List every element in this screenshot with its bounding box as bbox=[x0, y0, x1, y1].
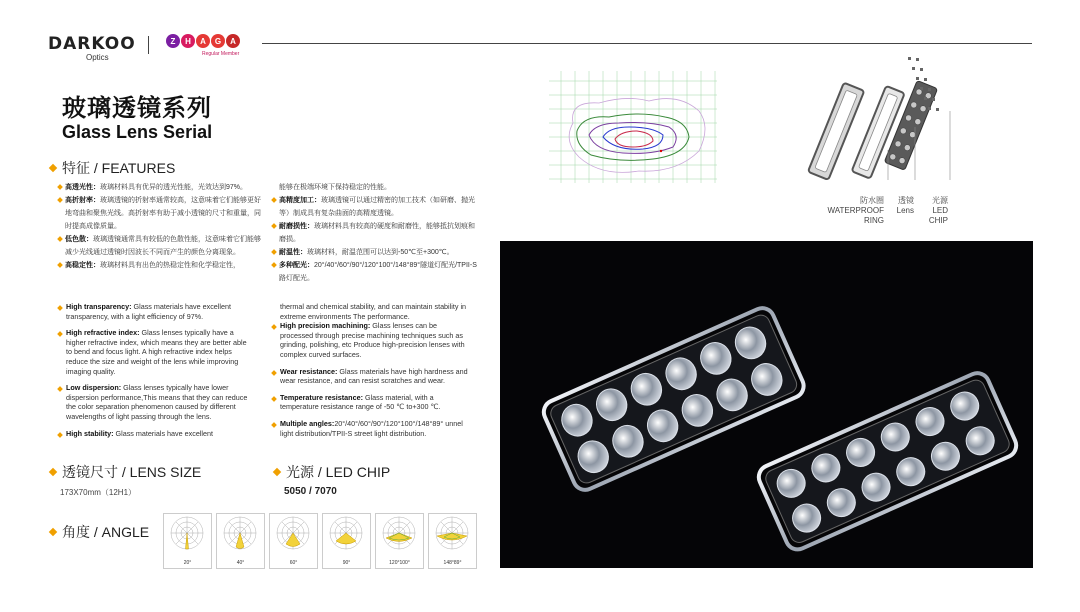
polar-plot-icon bbox=[325, 516, 368, 558]
polar-plot-icon bbox=[378, 516, 421, 558]
polar-plot-icon bbox=[166, 516, 209, 558]
lens-size-heading bbox=[50, 462, 201, 482]
zhaga-letter: H bbox=[181, 34, 195, 48]
zhaga-logo bbox=[166, 34, 240, 48]
label-cn: 透镜 bbox=[898, 196, 914, 205]
features-cn-left bbox=[58, 181, 264, 272]
angle-heading bbox=[50, 522, 149, 542]
lens-size-heading-text: 透镜尺寸 / LENS SIZE bbox=[62, 464, 202, 480]
zhaga-member-label: Regular Member bbox=[202, 51, 240, 57]
angle-diagram-40 bbox=[216, 513, 265, 569]
header-divider bbox=[262, 43, 1032, 44]
feature-cn-item: 耐温性：玻璃材料，耐温范围可以达到-50℃至+300℃。 bbox=[272, 246, 478, 259]
feature-cn-item: 多种配光：20°/40°/60°/90°/120°100°/148°89°隧道灯配光/TPII-S路灯配光。 bbox=[272, 259, 478, 285]
angle-diagram-120-100 bbox=[375, 513, 424, 569]
label-cn: 光源 bbox=[932, 196, 948, 205]
page-title-en: Glass Lens Serial bbox=[62, 122, 213, 142]
angle-diagram-90 bbox=[322, 513, 371, 569]
feature-cn-item: 高稳定性：玻璃材料具有出色的热稳定性和化学稳定性， bbox=[58, 259, 264, 272]
zhaga-letter: G bbox=[211, 34, 225, 48]
feature-en-item: Wear resistance: Glass materials have high hardness and wear resistance, and can resist scratches and wear. bbox=[272, 367, 468, 386]
feature-cn-item: 高折射率：玻璃透镜的折射率通常较高，这意味着它们能够更好地弯曲和聚焦光线。高折射率有助于减小透镜的尺寸和重量，同时提高成像质量。 bbox=[58, 194, 264, 233]
led-chip-heading-text: 光源 / LED CHIP bbox=[286, 464, 391, 480]
zhaga-letter: A bbox=[196, 34, 210, 48]
feature-en-item: High stability: Glass materials have excellent bbox=[58, 429, 254, 439]
feature-cn-item: 高透光性：玻璃材料具有优异的透光性能，光效达到97%。 bbox=[58, 181, 264, 194]
angle-diagram-20 bbox=[163, 513, 212, 569]
waterproof-ring-label bbox=[820, 196, 884, 226]
feature-cn-item: 低色散：玻璃透镜通常具有较低的色散性能，这意味着它们能够减少光线通过透镜时因波长不同而产生的颜色分离现象。 bbox=[58, 233, 264, 259]
features-cn-right bbox=[272, 181, 478, 285]
angle-label: 148°89° bbox=[443, 560, 462, 566]
angle-label: 120°100° bbox=[389, 560, 410, 566]
feature-en-item: Multiple angles:20°/40°/60°/90°/120°100°/148°89° unnel light distribution/TPII-S street light distribution. bbox=[272, 419, 468, 438]
features-en-left bbox=[58, 302, 254, 445]
exploded-view-diagram bbox=[800, 55, 965, 180]
feature-en-item: Temperature resistance: Glass material, with a temperature resistance range of -50 ℃ to+300 ℃. bbox=[272, 393, 468, 412]
zhaga-letter: A bbox=[226, 34, 240, 48]
polar-plot-icon bbox=[431, 516, 474, 558]
glass-lens-photo bbox=[500, 241, 1033, 568]
diamond-bullet-icon bbox=[49, 164, 57, 172]
features-en-right bbox=[272, 302, 468, 445]
feature-cn-item: 高精度加工：玻璃透镜可以通过精密的加工技术（如研磨、抛光等）制成具有复杂曲面的高精度透镜。 bbox=[272, 194, 478, 220]
angle-label: 60° bbox=[289, 560, 298, 566]
angle-label: 20° bbox=[183, 560, 192, 566]
isolux-contour-diagram bbox=[549, 71, 717, 183]
diamond-bullet-icon bbox=[273, 468, 281, 476]
product-photo bbox=[500, 241, 1033, 568]
led-chip-label bbox=[922, 196, 948, 226]
label-en: WATERPROOF bbox=[827, 206, 884, 215]
feature-cn-item: 耐磨损性：玻璃材料具有较高的硬度和耐磨性，能够抵抗划痕和磨损。 bbox=[272, 220, 478, 246]
feature-en-item: High transparency: Glass materials have excellent transparency, with a light efficiency of 97%. bbox=[58, 302, 254, 321]
lens-size-value: 173X70mm（12H1） bbox=[60, 488, 137, 497]
diamond-bullet-icon bbox=[49, 528, 57, 536]
features-heading-text: 特征 / FEATURES bbox=[62, 160, 176, 176]
zhaga-letter: Z bbox=[166, 34, 180, 48]
logo-separator bbox=[148, 36, 149, 54]
diamond-bullet-icon bbox=[49, 468, 57, 476]
led-chip-heading bbox=[274, 462, 390, 482]
page-title-cn: 玻璃透镜系列 bbox=[62, 94, 212, 122]
feature-en-item: Low dispersion: Glass lenses typically have lower dispersion performance,This means that they can reduce the color separation phenomenon caused by different wavelengths of light passing through the lens. bbox=[58, 383, 254, 421]
feature-cn-item: 能够在极端环境下保持稳定的性能。 bbox=[279, 184, 391, 191]
angle-label: 90° bbox=[342, 560, 351, 566]
label-en: CHIP bbox=[928, 216, 948, 225]
angle-diagram-60 bbox=[269, 513, 318, 569]
polar-plot-icon bbox=[219, 516, 262, 558]
feature-en-item: High precision machining: Glass lenses can be processed through precise machining techniques such as grinding, polishing, etc Produce high-precision lenses with complex curved surfaces. bbox=[272, 321, 468, 359]
lens-label bbox=[890, 196, 914, 216]
angle-diagram-148-89 bbox=[428, 513, 477, 569]
label-en: LED bbox=[932, 206, 948, 215]
led-chip-value: 5050 / 7070 bbox=[284, 486, 337, 497]
feature-en-intro: thermal and chemical stability, and can maintain stability in extreme environments The performance. bbox=[280, 302, 467, 321]
label-en: Lens bbox=[896, 206, 914, 215]
angle-label: 40° bbox=[236, 560, 245, 566]
feature-en-item: High refractive index: Glass lenses typically have a higher refractive index, which means they are better able to bend and focus light. A high refractive index helps reduce the size and weight of the lens while improving imaging quality. bbox=[58, 328, 254, 376]
label-en: RING bbox=[864, 216, 884, 225]
features-heading bbox=[50, 158, 175, 178]
darkoo-logo-subtitle: Optics bbox=[86, 53, 109, 62]
label-cn: 防水圈 bbox=[860, 196, 884, 205]
angle-heading-text: 角度 / ANGLE bbox=[62, 524, 150, 540]
polar-plot-icon bbox=[272, 516, 315, 558]
darkoo-logo: DARKOO bbox=[48, 34, 136, 54]
